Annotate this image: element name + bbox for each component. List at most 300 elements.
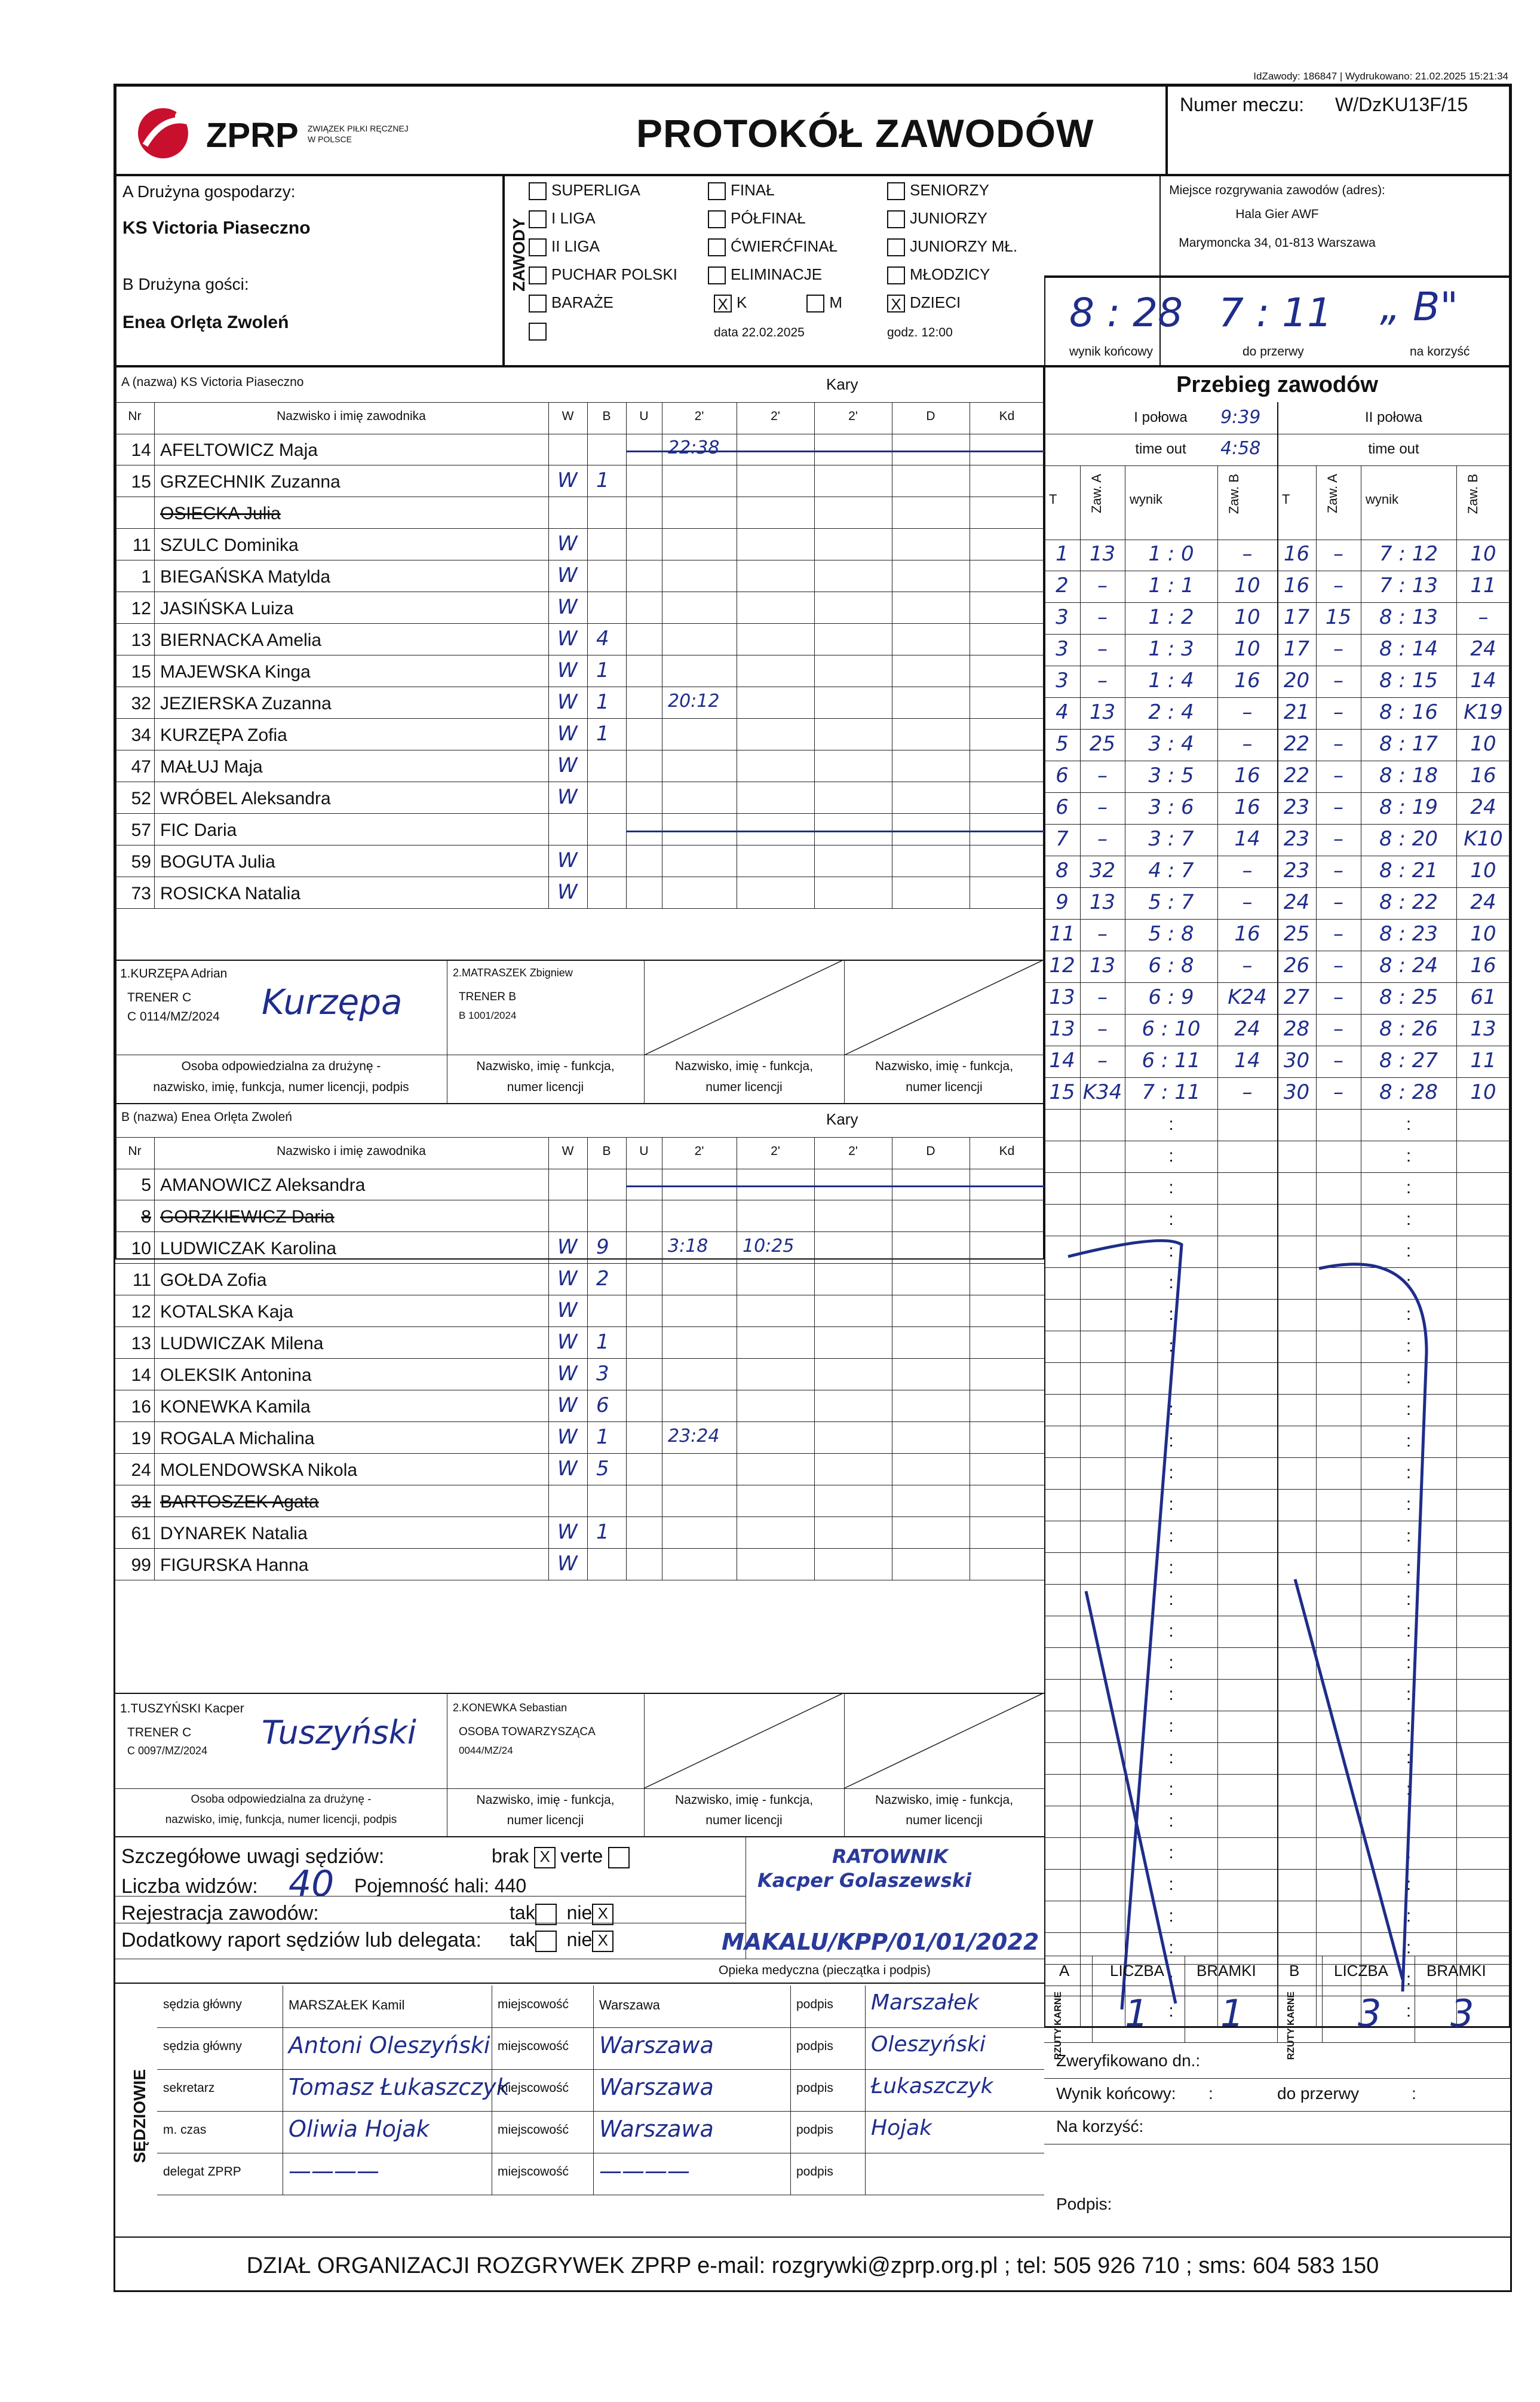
progress-b: 16 — [1234, 795, 1260, 819]
player-number: 5 — [141, 1175, 151, 1195]
progress-colon: : — [1406, 1146, 1412, 1166]
pen-a-bramki: BRAMKI — [1197, 1962, 1256, 1980]
progress-s2: 8 : 18 — [1379, 764, 1438, 788]
divider — [1217, 1110, 1218, 1141]
cell-divider — [154, 1169, 155, 1200]
cell-divider — [814, 592, 815, 624]
progress-s: 3 : 6 — [1148, 795, 1194, 819]
player-w: W — [557, 722, 578, 746]
referee-row — [157, 2027, 1044, 2070]
progress-colon: : — [1168, 1146, 1174, 1166]
col-header: D — [926, 1144, 935, 1158]
home-team: KS Victoria Piaseczno — [122, 218, 311, 238]
progress-colon: : — [1168, 2001, 1174, 2021]
player-name: AMANOWICZ Aleksandra — [160, 1175, 366, 1195]
col-header: 2' — [694, 409, 704, 423]
cell-divider — [154, 750, 155, 782]
opt-dzieci: DZIECI — [910, 293, 961, 311]
player-row — [115, 497, 1044, 529]
rep-nie-label: nie — [566, 1929, 593, 1950]
team-a-resp2: nazwisko, imię, funkcja, numer licencji, podpis — [153, 1080, 409, 1094]
opt-baraze: BARAŻE — [551, 293, 614, 311]
progress-a: – — [1097, 795, 1108, 819]
cell-divider — [154, 1454, 155, 1485]
progress-col-zawb: Zaw. B — [1465, 474, 1480, 514]
progress-t: 2 — [1056, 574, 1069, 598]
progress-a: 13 — [1089, 954, 1116, 978]
player-number: 99 — [131, 1555, 151, 1575]
check-polfinal[interactable] — [708, 210, 726, 228]
progress-colon: : — [1168, 1336, 1174, 1356]
divider — [1217, 1205, 1218, 1236]
progress-t: 6 — [1056, 764, 1069, 788]
cell-divider — [548, 1264, 549, 1295]
progress-t2: 17 — [1283, 605, 1310, 629]
divider — [1277, 402, 1278, 540]
progress-t2: 28 — [1283, 1017, 1310, 1041]
cell-divider — [548, 1295, 549, 1327]
referee-row — [157, 2153, 1044, 2195]
rep-tak-check[interactable] — [535, 1931, 557, 1952]
col-divider — [548, 402, 549, 434]
progress-s: 6 : 10 — [1142, 1017, 1201, 1041]
verify-final-colon: : — [1208, 2084, 1213, 2103]
progress-s: 2 : 4 — [1148, 700, 1194, 724]
progress-colon: : — [1406, 1558, 1412, 1577]
player-b: 5 — [596, 1457, 609, 1481]
player-w: W — [557, 785, 578, 809]
progress-header — [1044, 402, 1510, 540]
cell-divider — [814, 1454, 815, 1485]
player-number: 14 — [131, 440, 151, 460]
progress-colon: : — [1406, 1748, 1412, 1767]
pen-a-label: A — [1059, 1962, 1070, 1980]
progress-b2: 24 — [1470, 890, 1496, 914]
cell-divider — [548, 1454, 549, 1485]
cell-divider — [154, 1200, 155, 1232]
progress-colon: : — [1168, 1716, 1174, 1736]
progress-a2: – — [1333, 700, 1343, 724]
cell-divider — [626, 750, 627, 782]
divider — [1080, 465, 1081, 540]
team-b-resp2: nazwisko, imię, funkcja, numer licencji, podpis — [165, 1813, 397, 1826]
progress-colon: : — [1168, 1843, 1174, 1862]
progress-s2: 8 : 13 — [1379, 605, 1438, 629]
cell-divider — [626, 719, 627, 750]
rep-nie-check[interactable]: X — [592, 1931, 613, 1952]
player-row — [115, 1422, 1044, 1454]
check-baraze[interactable] — [529, 295, 547, 312]
progress-b: 16 — [1234, 764, 1260, 788]
progress-s2: 7 : 12 — [1379, 542, 1438, 566]
match-date: data 22.02.2025 — [714, 326, 805, 339]
progress-b: K24 — [1228, 985, 1267, 1009]
progress-b2: 10 — [1470, 922, 1496, 946]
progress-b2: 14 — [1470, 669, 1496, 693]
divider — [1277, 1205, 1278, 1236]
player-row — [115, 1549, 1044, 1580]
team-a-official1-lic: C 0114/MZ/2024 — [127, 1010, 220, 1024]
player-w: W — [557, 1520, 578, 1544]
referees-side-label: SĘDZIOWIE — [130, 2069, 149, 2164]
player-name: GOŁDA Zofia — [160, 1270, 267, 1290]
referee-sign-label: podpis — [796, 1997, 833, 2011]
col-divider — [587, 1137, 588, 1169]
unused-strikeline — [626, 831, 1044, 832]
cell-divider — [626, 1295, 627, 1327]
progress-row — [1044, 1015, 1510, 1046]
progress-s: 1 : 3 — [1148, 637, 1194, 661]
divider — [593, 1986, 594, 2027]
check-m[interactable] — [806, 295, 824, 312]
player-row — [115, 1359, 1044, 1390]
divider — [865, 2111, 866, 2153]
progress-b: – — [1242, 732, 1253, 756]
progress-colon: : — [1168, 1431, 1174, 1451]
progress-colon: : — [1406, 1494, 1412, 1514]
player-row — [115, 1327, 1044, 1359]
cell-divider — [626, 655, 627, 687]
spectators-value: 40 — [289, 1863, 335, 1905]
divider — [790, 2111, 791, 2153]
cell-divider — [154, 1422, 155, 1454]
half-score: 7 : 11 — [1219, 290, 1333, 336]
cell-divider — [626, 1422, 627, 1454]
check-ii-liga[interactable] — [529, 238, 547, 256]
check-eliminacje[interactable] — [708, 266, 726, 284]
progress-row — [1044, 983, 1510, 1015]
progress-a: 13 — [1089, 700, 1116, 724]
progress-col-zawa: Zaw. A — [1089, 474, 1104, 514]
progress-s: 6 : 9 — [1148, 985, 1194, 1009]
pen-a-count: 1 — [1125, 1992, 1149, 2035]
player-penalty-1: 23:24 — [668, 1426, 720, 1447]
referee-city: ———— — [599, 2158, 690, 2184]
cell-divider — [548, 1422, 549, 1454]
divider — [790, 1986, 791, 2027]
player-number: 73 — [131, 884, 151, 903]
cell-divider — [154, 624, 155, 655]
progress-s2: 8 : 26 — [1379, 1017, 1438, 1041]
reg-nie-check[interactable]: X — [592, 1904, 613, 1925]
check-seniorzy[interactable] — [887, 182, 905, 200]
progress-row — [1044, 603, 1510, 635]
timeout-label: time out — [1135, 441, 1186, 457]
player-name: MAŁUJ Maja — [160, 757, 263, 777]
player-name: WRÓBEL Aleksandra — [160, 789, 331, 808]
cell-divider — [814, 1549, 815, 1580]
divider — [865, 2069, 866, 2111]
progress-t: 13 — [1049, 1017, 1075, 1041]
referee-name: Oliwia Hojak — [289, 2116, 430, 2142]
progress-colon: : — [1168, 1463, 1174, 1482]
progress-t2: 30 — [1283, 1080, 1310, 1104]
progress-col-zawb: Zaw. B — [1226, 474, 1241, 514]
cell-divider — [587, 529, 588, 560]
progress-colon: : — [1168, 1368, 1174, 1387]
player-name: OLEKSIK Antonina — [160, 1365, 312, 1385]
player-w: W — [557, 690, 578, 714]
progress-t2: 22 — [1283, 764, 1310, 788]
extra-report-label: Dodatkowy raport sędziów lub delegata: — [121, 1929, 481, 1951]
player-number: 47 — [131, 757, 151, 777]
player-penalty-1: 22:38 — [668, 437, 720, 458]
team-b-col-headers — [115, 1137, 1044, 1169]
check-i-liga[interactable] — [529, 210, 547, 228]
registration-options — [510, 1902, 618, 1925]
progress-colon: : — [1406, 1843, 1412, 1862]
player-row — [115, 1200, 1044, 1232]
cell-divider — [626, 1327, 627, 1359]
progress-colon: : — [1168, 1273, 1174, 1292]
team-a-col-headers — [115, 402, 1044, 434]
cell-divider — [626, 1232, 627, 1264]
progress-a: 13 — [1089, 542, 1116, 566]
progress-b: 14 — [1234, 827, 1260, 851]
divider — [1277, 1110, 1278, 1141]
cell-divider — [154, 465, 155, 497]
cell-divider — [814, 1359, 815, 1390]
cell-divider — [587, 1485, 588, 1517]
final-label: wynik końcowy — [1069, 345, 1154, 359]
referee-city: Warszawa — [599, 2074, 714, 2100]
progress-s2: 8 : 17 — [1379, 732, 1438, 756]
cell-divider — [587, 1517, 588, 1549]
cell-divider — [814, 1422, 815, 1454]
cell-divider — [814, 845, 815, 877]
divider — [593, 2111, 594, 2153]
divider — [790, 2069, 791, 2111]
zawody-label: ZAWODY — [510, 218, 528, 292]
protocol-sheet — [113, 84, 1512, 2292]
venue-line1: Hala Gier AWF — [1235, 207, 1319, 221]
cell-divider — [548, 1169, 549, 1200]
check-k[interactable]: X — [714, 295, 732, 312]
cell-divider — [587, 1200, 588, 1232]
player-number: 10 — [131, 1239, 151, 1258]
referee-signature: Łukaszczyk — [871, 2074, 993, 2098]
team-b-official2-name: 2.KONEWKA Sebastian — [453, 1702, 567, 1714]
player-name: KURZĘPA Zofia — [160, 725, 287, 745]
medic-line3: MAKALU/KPP/01/01/2022 — [722, 1929, 1039, 1955]
cell-divider — [154, 434, 155, 465]
progress-row — [1044, 635, 1510, 666]
col-divider — [626, 402, 627, 434]
check-mlodzicy[interactable] — [887, 266, 905, 284]
cell-divider — [814, 1169, 815, 1200]
player-name: BIEGAŃSKA Matylda — [160, 567, 331, 587]
progress-s: 1 : 2 — [1148, 605, 1194, 629]
progress-colon: : — [1406, 1178, 1412, 1197]
cell-divider — [548, 1200, 549, 1232]
progress-a2: – — [1333, 827, 1343, 851]
cell-divider — [548, 1359, 549, 1390]
col-header: 2' — [771, 1144, 780, 1158]
progress-colon: : — [1406, 1874, 1412, 1894]
progress-colon: : — [1168, 1811, 1174, 1831]
progress-t: 12 — [1049, 954, 1075, 978]
pen-b-label: B — [1289, 1962, 1300, 1980]
progress-b: 10 — [1234, 574, 1260, 598]
player-number: 61 — [131, 1524, 151, 1543]
check-blank[interactable] — [529, 323, 547, 341]
player-number: 12 — [131, 1302, 151, 1322]
print-info: IdZawody: 186847 | Wydrukowano: 21.02.2025 15:21:34 — [1253, 71, 1508, 82]
player-w: W — [557, 1235, 578, 1259]
verified-label: Zweryfikowano dn.: — [1056, 2051, 1201, 2070]
progress-b2: 10 — [1470, 859, 1496, 883]
progress-t2: 26 — [1283, 954, 1310, 978]
progress-colon: : — [1406, 1209, 1412, 1229]
referee-sign-label: podpis — [796, 2123, 833, 2137]
cell-divider — [548, 1327, 549, 1359]
col-divider — [814, 1137, 815, 1169]
progress-t2: 21 — [1283, 700, 1310, 724]
progress-s2: 8 : 23 — [1379, 922, 1438, 946]
cell-divider — [154, 845, 155, 877]
reg-nie-label: nie — [566, 1902, 593, 1923]
team-a-nf2-c: numer licencji — [906, 1080, 983, 1094]
progress-t2: 25 — [1283, 922, 1310, 946]
progress-t: 11 — [1049, 922, 1075, 946]
progress-s: 3 : 4 — [1148, 732, 1194, 756]
cell-divider — [154, 814, 155, 845]
verify-half-colon: : — [1412, 2084, 1416, 2103]
check-puchar[interactable] — [529, 266, 547, 284]
progress-s: 1 : 0 — [1148, 542, 1194, 566]
cell-divider — [154, 877, 155, 909]
cell-divider — [814, 1295, 815, 1327]
player-name: SZULC Dominika — [160, 535, 299, 555]
check-final[interactable] — [708, 182, 726, 200]
progress-colon: : — [1168, 1906, 1174, 1926]
col-header: 2' — [771, 409, 780, 423]
progress-s: 3 : 5 — [1148, 764, 1194, 788]
cell-divider — [548, 845, 549, 877]
reg-tak-check[interactable] — [535, 1904, 557, 1925]
result-box — [1044, 277, 1510, 366]
pen-b-liczba: LICZBA — [1334, 1962, 1389, 1980]
cell-divider — [587, 1232, 588, 1264]
cell-divider — [626, 1517, 627, 1549]
verte-check[interactable] — [608, 1847, 630, 1868]
player-row — [115, 719, 1044, 750]
unused-strikeline — [626, 451, 1044, 452]
progress-col-wynik: wynik — [1130, 492, 1163, 507]
player-row — [115, 1295, 1044, 1327]
team-a-nf2-a: numer licencji — [507, 1080, 584, 1094]
progress-col-wynik: wynik — [1366, 492, 1399, 507]
col-header: D — [926, 409, 935, 423]
progress-row — [1044, 730, 1510, 761]
progress-b: 14 — [1234, 1049, 1260, 1073]
col-header: W — [562, 409, 574, 423]
brak-check[interactable]: X — [534, 1847, 556, 1868]
check-dzieci[interactable]: X — [887, 295, 905, 312]
team-b-official1-sign: Tuszyński — [262, 1714, 416, 1751]
opt-k: K — [737, 293, 747, 311]
cell-divider — [548, 560, 549, 592]
check-juniorzy-ml[interactable] — [887, 238, 905, 256]
progress-b2: 11 — [1470, 574, 1496, 598]
divider — [1456, 1110, 1457, 1141]
opt-seniorzy: SENIORZY — [910, 181, 989, 199]
progress-a2: – — [1333, 1017, 1343, 1041]
cell-divider — [587, 719, 588, 750]
progress-a: – — [1097, 1017, 1108, 1041]
col-header: Nr — [128, 409, 142, 423]
player-name: JASIŃSKA Luiza — [160, 599, 294, 618]
cell-divider — [154, 1264, 155, 1295]
check-cwiercfinal[interactable] — [708, 238, 726, 256]
progress-t: 3 — [1056, 637, 1069, 661]
progress-a2: – — [1333, 1049, 1343, 1073]
player-w: W — [557, 627, 578, 651]
cell-divider — [814, 1390, 815, 1422]
progress-b2: 13 — [1470, 1017, 1496, 1041]
player-number: 11 — [132, 1270, 151, 1290]
logo-sub2: W POLSCE — [308, 134, 352, 144]
cell-divider — [587, 497, 588, 529]
progress-b2: – — [1478, 605, 1489, 629]
check-juniorzy[interactable] — [887, 210, 905, 228]
progress-s2: 8 : 27 — [1379, 1049, 1438, 1073]
divider — [865, 2027, 866, 2069]
progress-row — [1044, 1205, 1510, 1236]
progress-b: – — [1242, 542, 1253, 566]
progress-col-zawa: Zaw. A — [1325, 474, 1340, 514]
player-row — [115, 750, 1044, 782]
team-a-nf1-a: Nazwisko, imię - funkcja, — [476, 1059, 615, 1073]
player-row — [115, 845, 1044, 877]
progress-t: 7 — [1056, 827, 1069, 851]
progress-colon: : — [1168, 1558, 1174, 1577]
progress-a2: – — [1333, 954, 1343, 978]
progress-s2: 8 : 14 — [1379, 637, 1438, 661]
progress-col-t: T — [1282, 492, 1290, 507]
cell-divider — [814, 655, 815, 687]
progress-t2: 27 — [1283, 985, 1310, 1009]
progress-t: 6 — [1056, 795, 1069, 819]
cell-divider — [814, 624, 815, 655]
progress-s: 6 : 8 — [1148, 954, 1194, 978]
team-a-official2-name: 2.MATRASZEK Zbigniew — [453, 967, 573, 979]
cell-divider — [626, 529, 627, 560]
progress-s2: 8 : 25 — [1379, 985, 1438, 1009]
cell-divider — [154, 1359, 155, 1390]
half1-time: 9:39 — [1220, 407, 1261, 428]
cell-divider — [587, 1327, 588, 1359]
cell-divider — [626, 434, 627, 465]
referee-city: Warszawa — [599, 2032, 714, 2058]
cell-divider — [587, 655, 588, 687]
cell-divider — [814, 687, 815, 719]
player-b: 2 — [596, 1267, 609, 1291]
divider — [1217, 1173, 1218, 1205]
opt-ii-liga: II LIGA — [551, 237, 600, 255]
progress-b2: 16 — [1470, 954, 1496, 978]
cell-divider — [548, 1549, 549, 1580]
divider — [1316, 1173, 1317, 1205]
divider — [1217, 465, 1218, 540]
referee-sign-label: podpis — [796, 2039, 833, 2053]
player-row — [115, 1454, 1044, 1485]
team-b-kary: Kary — [826, 1110, 858, 1128]
check-superliga[interactable] — [529, 182, 547, 200]
progress-b: 16 — [1234, 669, 1260, 693]
player-name: JEZIERSKA Zuzanna — [160, 694, 332, 713]
progress-a: 13 — [1089, 890, 1116, 914]
